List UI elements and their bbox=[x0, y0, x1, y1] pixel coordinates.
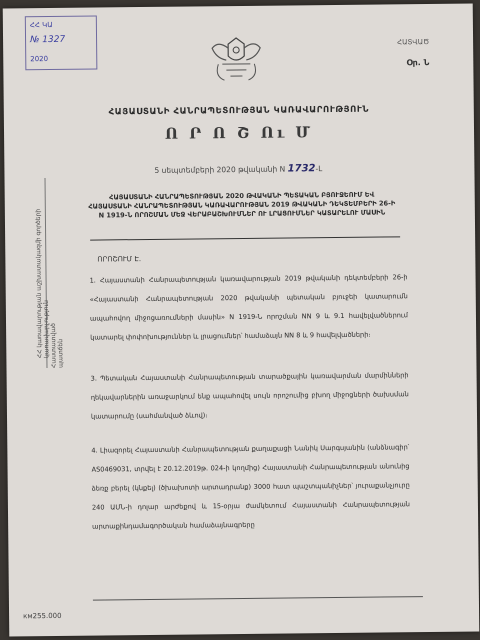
registration-stamp bbox=[25, 15, 98, 70]
decides-label: ՈՐՈՇՈՒՄ Է. bbox=[97, 255, 142, 264]
paragraph-3: 3. Պետական Հայաստանի Հանրապետության տարածքային կառավարման մարմինների ղեկավարներին առաջարկում ենք ապահովել սույն որոշումից բխող միջոցների ծախսման կատարումը (սահմանված ձևով)։ bbox=[90, 371, 409, 421]
stamp-number: № 1327 bbox=[30, 34, 66, 46]
paragraph-1: 1. Հայաստանի Հանրապետության կառավարության 2019 թվականի դեկտեմբերի 26-ի «Հայաստանի Հանրապետության 2020 թվականի պետական բյուջեի կատարումն ապահովող միջոցառումների մասին» N 1919-Ն որոշման NN 9 և 9.1 հավելվածներում կատարել փոփոխություններ և լրացումներ՝ համաձայն NN 8 և 9 հավելվածների։ bbox=[89, 273, 409, 342]
subject-underline bbox=[90, 236, 400, 240]
decree-number: 1732 bbox=[287, 163, 316, 175]
copy-label: ՀԱՏՎԱԾ bbox=[397, 38, 430, 47]
document-type-heading: Ո Ր Ո Շ Ու Մ bbox=[164, 123, 314, 143]
decree-suffix: -Լ bbox=[315, 164, 323, 174]
stamp-line-1: ՀՀ ԿԱ bbox=[29, 20, 53, 30]
government-title: ՀԱՅԱՍՏԱՆԻ ՀԱՆՐԱՊԵՏՈՒԹՅԱՆ ԿԱՌԱՎԱՐՈՒԹՅՈՒՆ bbox=[108, 104, 370, 118]
side-note: ՀՀ կառավարության աշխատակազմի գործերի կառավարչություն bbox=[34, 208, 51, 359]
bottom-divider bbox=[93, 596, 423, 600]
side-note-2: Հաստատված պատճեն bbox=[50, 323, 65, 368]
decree-subject: ՀԱՅԱՍՏԱՆԻ ՀԱՆՐԱՊԵՏՈՒԹՅԱՆ 2020 ԹՎԱԿԱՆԻ ՊԵՏԱԿԱՆ ԲՅՈՒՋԵՈՒՄ ԵՎ ՀԱՅԱՍՏԱՆԻ ՀԱՆՐԱՊԵՏՈՒԹՅԱՆ ԿԱՌԱՎԱՐՈՒԹՅԱՆ 2019 ԹՎԱԿԱՆԻ ԴԵԿՏԵՄԲԵՐԻ 26-Ի N 1919-Ն ՈՐՈՇՄԱՆ ՄԵՋ ՎԵՐԱԲԱՇԽՈՒՄՆԵՐ ՈՒ ԼՐԱՑՈՒՄՆԵՐ ԿԱՏԱՐԵԼՈՒ ՄԱՍԻՆ bbox=[88, 190, 396, 220]
footer-code: км255.000 bbox=[23, 611, 62, 621]
document-page bbox=[3, 4, 480, 637]
paragraph-4: 4. Լիազորել Հայաստանի Հանրապետության քաղաքացի Նանիկ Սարգսյանին (անձնագիր՝ AS0469031, տրվել է 20.12.2019թ. 024-ի կողմից) Հայաստանի Հանրապետության անունից ձեռք բերել (կնքել) (ծխախոտի արտադրանք) 3000 հատ պաշտպանիչներ՝ յուրաքանչյուրը 240 ԱՄՆ-ի դոլար արժեքով և 15-օրյա ժամկետում Հայաստանի Հանրապետության արտաքինդամագործական համաձայնագրերը bbox=[91, 443, 410, 531]
form-number: Օր. Ն bbox=[406, 58, 430, 68]
date-prefix: 5 սեպտեմբերի 2020 թվականի N bbox=[154, 164, 286, 175]
date-line bbox=[154, 163, 322, 176]
stamp-line-3: 2020 bbox=[30, 55, 49, 64]
armenian-coat-of-arms-icon bbox=[208, 34, 265, 87]
